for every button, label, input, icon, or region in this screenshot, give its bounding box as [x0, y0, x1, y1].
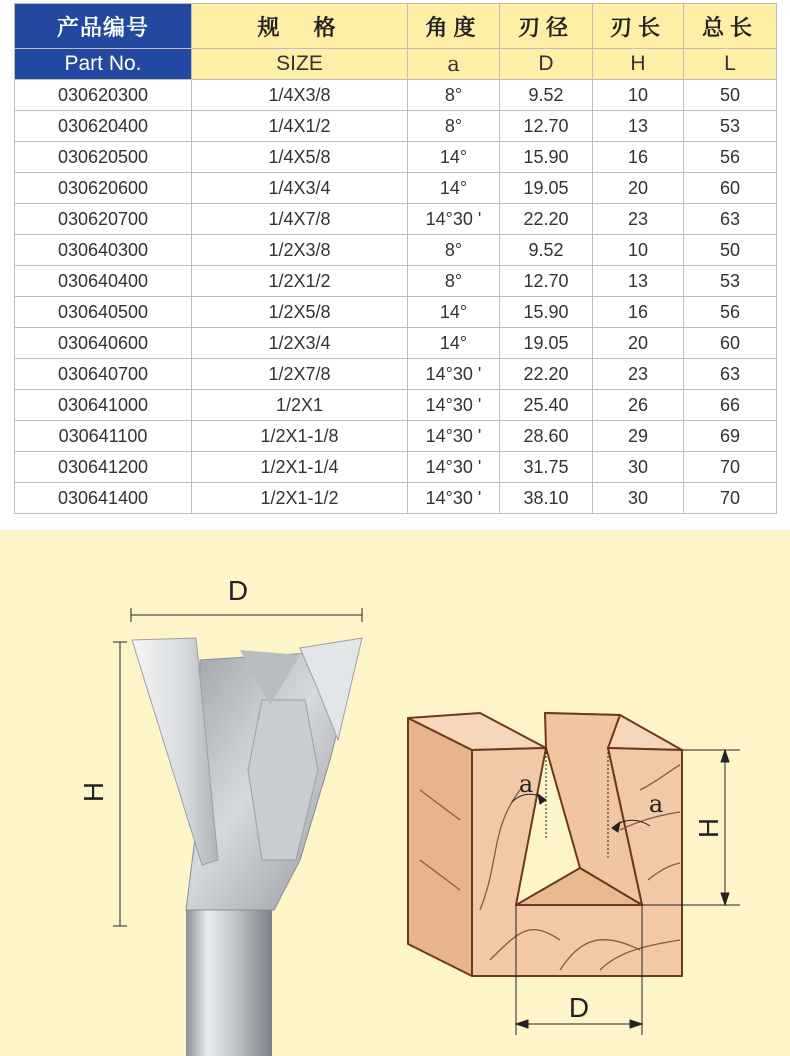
header-angle-en: a [408, 49, 500, 80]
table-row [15, 483, 777, 514]
cell-angle: 14°30 ' [408, 421, 500, 452]
header-diameter-cn: 刃径 [500, 4, 593, 49]
cell-angle: 8° [408, 266, 500, 297]
cell-angle: 14°30 ' [408, 390, 500, 421]
cell-size: 1/4X3/8 [192, 80, 408, 111]
cell-size: 1/2X3/8 [192, 235, 408, 266]
table-row [15, 235, 777, 266]
cell-part-no: 030620400 [15, 111, 192, 142]
cell-size: 1/4X5/8 [192, 142, 408, 173]
header-part-no-cn: 产品编号 [15, 4, 192, 49]
table-body [15, 80, 777, 514]
bit-shank [186, 910, 272, 1056]
table-row [15, 204, 777, 235]
cell-cut-length: 13 [593, 111, 684, 142]
cell-part-no: 030640300 [15, 235, 192, 266]
cell-total-length: 53 [684, 111, 777, 142]
cell-size: 1/2X1-1/4 [192, 452, 408, 483]
cell-size: 1/4X1/2 [192, 111, 408, 142]
cell-part-no: 030641200 [15, 452, 192, 483]
cell-angle: 14°30 ' [408, 204, 500, 235]
cell-cut-length: 10 [593, 235, 684, 266]
cell-total-length: 50 [684, 80, 777, 111]
cell-diameter: 19.05 [500, 328, 593, 359]
cell-diameter: 31.75 [500, 452, 593, 483]
table-row [15, 390, 777, 421]
header-total-length-cn: 总长 [684, 4, 777, 49]
cell-part-no: 030620500 [15, 142, 192, 173]
cell-part-no: 030640600 [15, 328, 192, 359]
cell-size: 1/4X7/8 [192, 204, 408, 235]
header-total-length-en: L [684, 49, 777, 80]
cell-total-length: 60 [684, 173, 777, 204]
cell-total-length: 63 [684, 204, 777, 235]
cell-cut-length: 23 [593, 359, 684, 390]
cell-cut-length: 26 [593, 390, 684, 421]
cell-angle: 8° [408, 111, 500, 142]
cell-total-length: 69 [684, 421, 777, 452]
table-row [15, 111, 777, 142]
cell-part-no: 030620300 [15, 80, 192, 111]
cell-diameter: 9.52 [500, 235, 593, 266]
cell-angle: 14° [408, 142, 500, 173]
header-part-no-en: Part No. [15, 49, 192, 80]
header-row-en [15, 49, 777, 80]
table-row [15, 328, 777, 359]
cell-total-length: 70 [684, 483, 777, 514]
cell-size: 1/2X5/8 [192, 297, 408, 328]
cell-cut-length: 23 [593, 204, 684, 235]
header-cut-length-en: H [593, 49, 684, 80]
cell-diameter: 12.70 [500, 111, 593, 142]
joint-h-label: H [693, 817, 724, 839]
diagram-panel [0, 530, 790, 1056]
cell-cut-length: 30 [593, 452, 684, 483]
joint-alpha-right: a [648, 790, 664, 818]
cell-size: 1/2X1/2 [192, 266, 408, 297]
cell-diameter: 19.05 [500, 173, 593, 204]
table-row [15, 359, 777, 390]
cell-cut-length: 20 [593, 328, 684, 359]
router-bit [132, 638, 362, 1056]
cell-diameter: 12.70 [500, 266, 593, 297]
table-row [15, 173, 777, 204]
cell-size: 1/2X1-1/2 [192, 483, 408, 514]
cell-diameter: 25.40 [500, 390, 593, 421]
cell-angle: 8° [408, 80, 500, 111]
cell-total-length: 53 [684, 266, 777, 297]
cell-total-length: 56 [684, 142, 777, 173]
spec-table [14, 3, 777, 514]
joint-left-side [408, 718, 472, 976]
diagram-svg [0, 530, 790, 1056]
cell-part-no: 030640400 [15, 266, 192, 297]
table-row [15, 266, 777, 297]
cell-cut-length: 16 [593, 297, 684, 328]
header-row-cn [15, 4, 777, 49]
cell-angle: 14° [408, 328, 500, 359]
cell-cut-length: 13 [593, 266, 684, 297]
cell-cut-length: 20 [593, 173, 684, 204]
cell-total-length: 63 [684, 359, 777, 390]
cell-angle: 14°30 ' [408, 483, 500, 514]
cell-total-length: 56 [684, 297, 777, 328]
cell-angle: 14°30 ' [408, 359, 500, 390]
cell-size: 1/2X7/8 [192, 359, 408, 390]
cell-part-no: 030641400 [15, 483, 192, 514]
cell-total-length: 70 [684, 452, 777, 483]
cell-part-no: 030640500 [15, 297, 192, 328]
joint-d-label: D [568, 992, 590, 1023]
table-row [15, 80, 777, 111]
cell-size: 1/4X3/4 [192, 173, 408, 204]
header-diameter-en: D [500, 49, 593, 80]
cell-diameter: 22.20 [500, 204, 593, 235]
cell-diameter: 38.10 [500, 483, 593, 514]
cell-angle: 14° [408, 297, 500, 328]
dovetail-joint [408, 713, 682, 976]
cell-diameter: 28.60 [500, 421, 593, 452]
cell-angle: 8° [408, 235, 500, 266]
cell-total-length: 60 [684, 328, 777, 359]
bit-h-dimension [113, 642, 127, 926]
cell-angle: 14° [408, 173, 500, 204]
header-cut-length-cn: 刃长 [593, 4, 684, 49]
table-row [15, 297, 777, 328]
bit-d-dimension [131, 608, 362, 622]
cell-part-no: 030641100 [15, 421, 192, 452]
joint-alpha-left: a [518, 770, 534, 798]
cell-part-no: 030620600 [15, 173, 192, 204]
cell-part-no: 030641000 [15, 390, 192, 421]
table-row [15, 421, 777, 452]
table-row [15, 142, 777, 173]
bit-h-label: H [78, 781, 109, 803]
cell-cut-length: 16 [593, 142, 684, 173]
cell-part-no: 030620700 [15, 204, 192, 235]
cell-diameter: 15.90 [500, 297, 593, 328]
cell-angle: 14°30 ' [408, 452, 500, 483]
cell-cut-length: 30 [593, 483, 684, 514]
cell-cut-length: 10 [593, 80, 684, 111]
cell-diameter: 22.20 [500, 359, 593, 390]
header-size-en: SIZE [192, 49, 408, 80]
header-angle-cn: 角度 [408, 4, 500, 49]
cell-diameter: 15.90 [500, 142, 593, 173]
cell-size: 1/2X3/4 [192, 328, 408, 359]
table-row [15, 452, 777, 483]
cell-cut-length: 29 [593, 421, 684, 452]
cell-size: 1/2X1-1/8 [192, 421, 408, 452]
cell-part-no: 030640700 [15, 359, 192, 390]
cell-total-length: 50 [684, 235, 777, 266]
header-size-cn: 规 格 [192, 4, 408, 49]
cell-total-length: 66 [684, 390, 777, 421]
cell-size: 1/2X1 [192, 390, 408, 421]
cell-diameter: 9.52 [500, 80, 593, 111]
bit-d-label: D [227, 575, 249, 606]
